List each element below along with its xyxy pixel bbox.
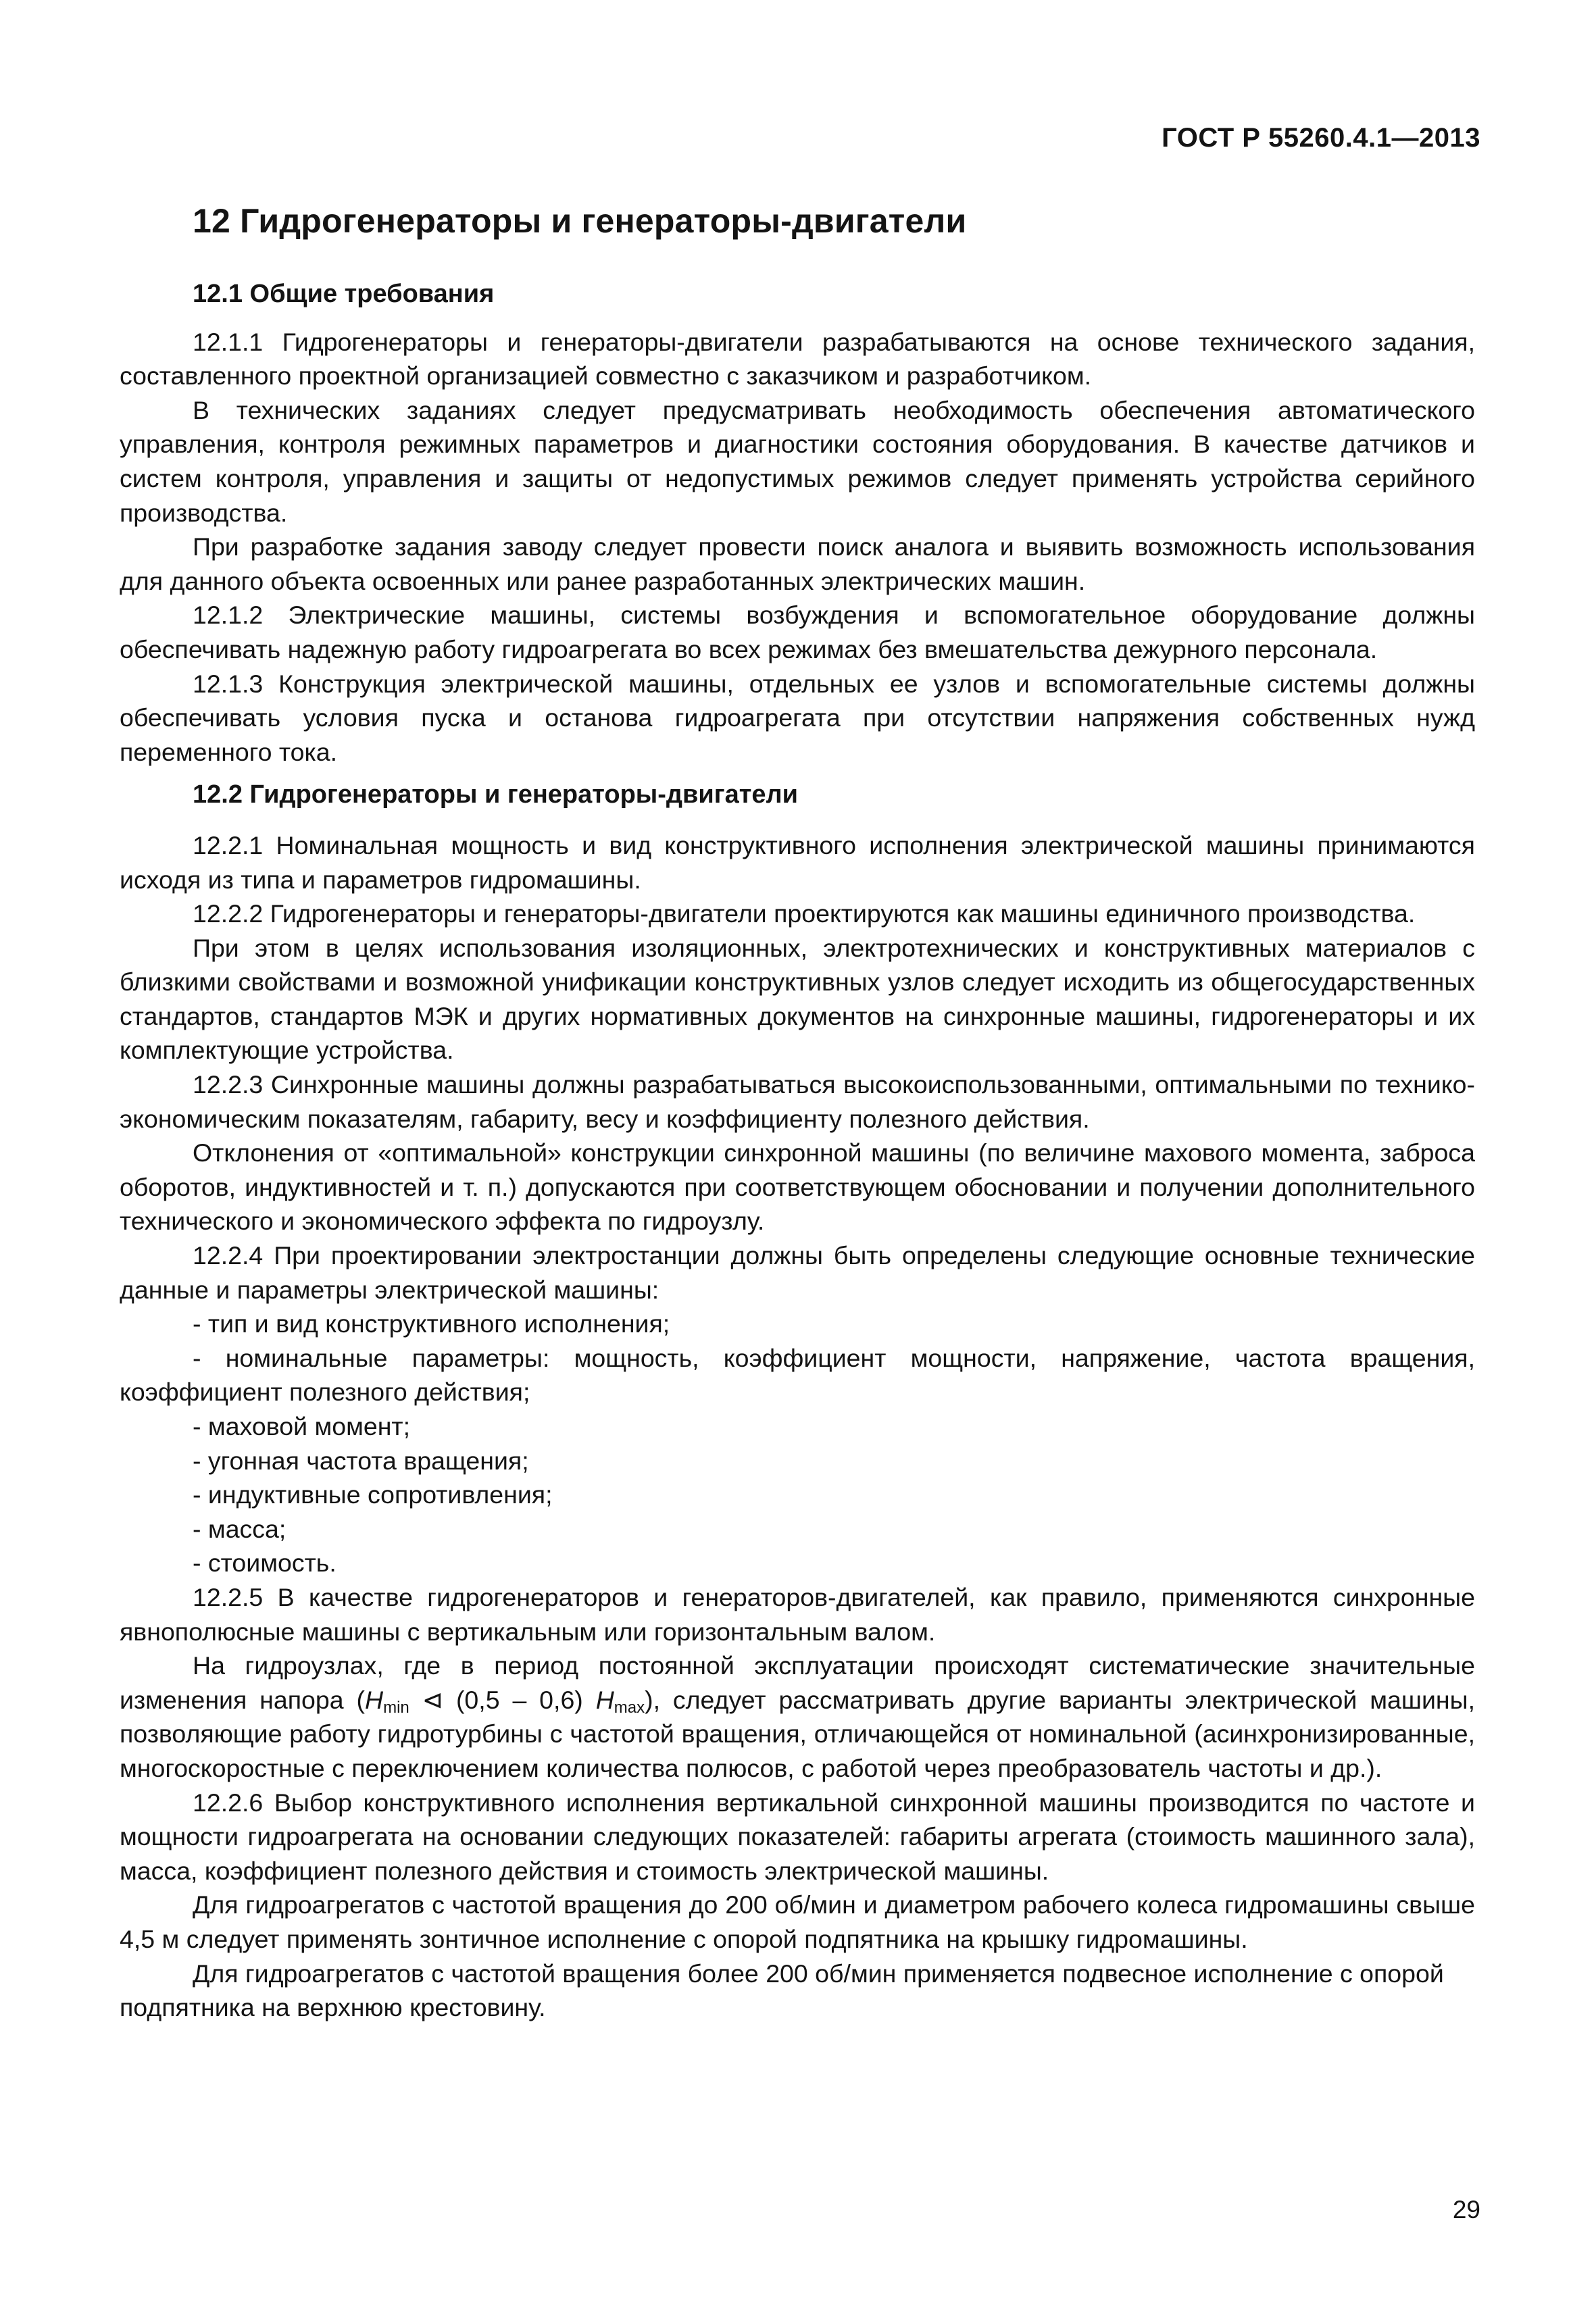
paragraph: 12.2.2 Гидрогенераторы и генераторы-двигатели проектируются как машины единичного производства.: [193, 899, 1416, 928]
formula-relation: ⊲ (0,5 – 0,6): [409, 1685, 596, 1714]
list-item: - масса;: [193, 1514, 286, 1543]
paragraph: При этом в целях использования изоляционных, электротехнических и конструктивных материалов с близкими свойствами и возможной унификации конструктивных узлов следует исходить из общегосударственных стандартов, стандартов МЭК и других нормативных документов на синхронные машины, гидрогенераторы и их комплектующие устройства.: [120, 933, 1475, 1065]
section-title: 12 Гидрогенераторы и генераторы-двигатели: [193, 202, 967, 240]
formula-subscript: max: [614, 1698, 645, 1717]
formula-symbol: H: [365, 1685, 384, 1714]
page-number: 29: [1452, 2196, 1480, 2223]
subsection-title-12-2: 12.2 Гидрогенераторы и генераторы-двигатели: [193, 780, 798, 809]
text: На гидроузлах, где в период постоянной эксплуатации происходят систематические значительные изменения напора (: [120, 1651, 1475, 1714]
document-body: [120, 203, 1475, 2025]
subsection-title-12-1: 12.1 Общие требования: [193, 280, 495, 308]
paragraph: 12.2.5 В качестве гидрогенераторов и генераторов-двигателей, как правило, применяются синхронные явнополюсные машины с вертикальным или горизонтальным валом.: [120, 1582, 1475, 1646]
paragraph: Для гидроагрегатов с частотой вращения до 200 об/мин и диаметром рабочего колеса гидромашины свыше 4,5 м следует применять зонтичное исполнение с опорой подпятника на крышку гидромашины.: [120, 1890, 1475, 1953]
paragraph: При разработке задания заводу следует провести поиск аналога и выявить возможность использования для данного объекта освоенных или ранее разработанных электрических машин.: [120, 532, 1475, 595]
list-item: - тип и вид конструктивного исполнения;: [193, 1309, 670, 1338]
list-item: - стоимость.: [193, 1549, 336, 1578]
paragraph: Отклонения от «оптимальной» конструкции синхронной машины (по величине махового момента, заброса оборотов, индуктивностей и т. п.) допускаются при соответствующем обосновании и получении дополнительного технического и экономического эффекта по гидроузлу.: [120, 1138, 1475, 1236]
paragraph: Для гидроагрегатов с частотой вращения более 200 об/мин применяется подвесное исполнение с опорой подпятника на верхнюю крестовину.: [120, 1959, 1444, 2022]
paragraph: 12.2.6 Выбор конструктивного исполнения вертикальной синхронной машины производится по частоте и мощности гидроагрегата на основании следующих показателей: габариты агрегата (стоимость машинного зала), масса, коэффициент полезного действия и стоимость электрической машины.: [120, 1788, 1475, 1885]
paragraph: 12.2.3 Синхронные машины должны разрабатываться высокоиспользованными, оптимальными по технико-экономическим показателям, габариту, весу и коэффициенту полезного действия.: [120, 1070, 1475, 1133]
paragraph: 12.2.4 При проектировании электростанции должны быть определены следующие основные технические данные и параметры электрической машины:: [120, 1241, 1475, 1304]
formula-subscript: min: [383, 1698, 409, 1717]
text: ), следует рассматривать другие варианты электрической машины, позволяющие работу гидротурбины с частотой вращения, отличающейся от номинальной (асинхронизированные, многоскоростные с переключением количества полюсов, с работой через преобразователь частоты и др.).: [120, 1685, 1475, 1782]
document-code: ГОСТ Р 55260.4.1—2013: [1162, 123, 1480, 153]
list-item: - маховой момент;: [193, 1412, 411, 1440]
paragraph: 12.1.1 Гидрогенераторы и генераторы-двигатели разрабатываются на основе технического задания, составленного проектной организацией совместно с заказчиком и разработчиком.: [120, 327, 1475, 391]
paragraph: 12.1.2 Электрические машины, системы возбуждения и вспомогательное оборудование должны обеспечивать надежную работу гидроагрегата во всех режимах без вмешательства дежурного персонала.: [120, 601, 1475, 663]
paragraph: 12.2.1 Номинальная мощность и вид конструктивного исполнения электрической машины принимаются исходя из типа и параметров гидромашины.: [120, 830, 1475, 894]
list-item: - индуктивные сопротивления;: [193, 1480, 553, 1509]
formula-symbol: H: [595, 1685, 614, 1714]
list-item: - угонная частота вращения;: [193, 1446, 529, 1475]
paragraph: 12.1.3 Конструкция электрической машины, отдельных ее узлов и вспомогательные системы должны обеспечивать условия пуска и останова гидроагрегата при отсутствии напряжения собственных нужд переменного тока.: [120, 669, 1475, 766]
paragraph-with-formula: [120, 1649, 1475, 1785]
list-item: - номинальные параметры: мощность, коэффициент мощности, напряжение, частота вращения, коэффициент полезного действия;: [120, 1343, 1475, 1407]
paragraph: В технических заданиях следует предусматривать необходимость обеспечения автоматического управления, контроля режимных параметров и диагностики состояния оборудования. В качестве датчиков и систем контроля, управления и защиты от недопустимых режимов следует применять устройства серийного производства.: [120, 395, 1475, 527]
